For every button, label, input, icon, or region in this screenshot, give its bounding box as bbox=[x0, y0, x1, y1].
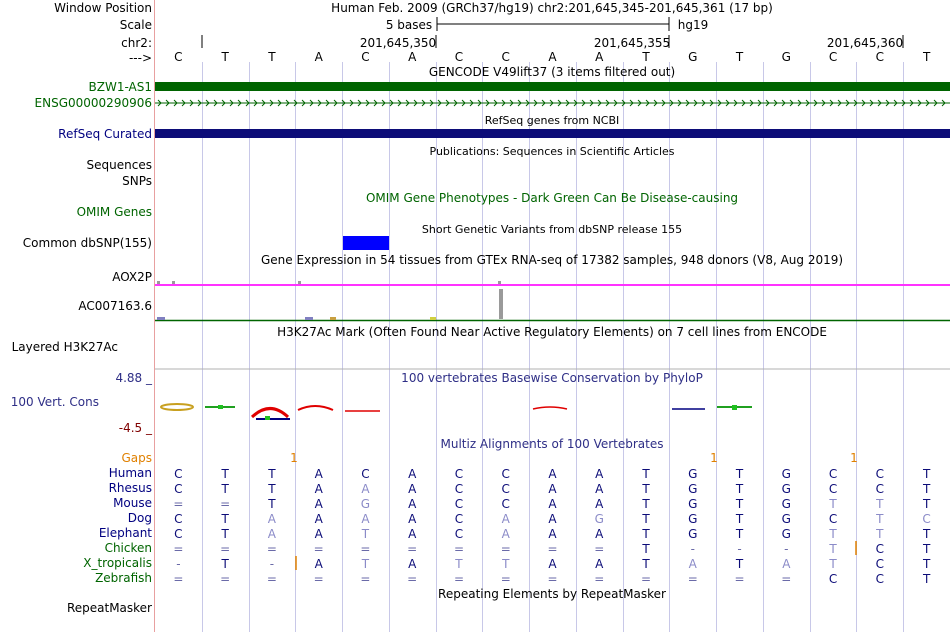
alignment-base: T bbox=[735, 497, 744, 511]
ruler-tick-label-1: 201,645,350 bbox=[359, 36, 437, 50]
alignment-base: C bbox=[501, 482, 510, 496]
gencode-feature-bzw1-as1 bbox=[155, 82, 950, 91]
gencode-track-title[interactable]: GENCODE V49lift37 (3 items filtered out) bbox=[428, 65, 676, 79]
alignment-base: T bbox=[268, 497, 276, 511]
alignment-base: = bbox=[173, 542, 184, 556]
alignment-base: T bbox=[502, 557, 510, 571]
alignment-base: A bbox=[267, 512, 277, 526]
phylop-mark bbox=[533, 407, 567, 409]
ruler-tick-label-2: 201,645,355 bbox=[593, 36, 671, 50]
snps-label[interactable]: SNPs bbox=[122, 174, 152, 188]
gtex-aox2p-graph bbox=[155, 281, 950, 285]
alignment-base: C bbox=[875, 557, 885, 571]
alignment-base: A bbox=[548, 497, 557, 511]
alignment-base: = bbox=[734, 572, 745, 586]
alignment-base: A bbox=[501, 527, 510, 541]
alignment-base: T bbox=[455, 557, 463, 571]
phylop-mark bbox=[161, 404, 193, 410]
gtex-bar bbox=[157, 281, 160, 284]
alignment-base: = bbox=[547, 542, 558, 556]
sequence-base: T bbox=[922, 50, 931, 64]
alignment-base: A bbox=[548, 527, 557, 541]
alignment-base: T bbox=[922, 527, 931, 541]
alignment-base: A bbox=[408, 557, 417, 571]
sequence-base: T bbox=[221, 50, 229, 64]
alignment-base: T bbox=[221, 467, 229, 481]
alignment-base: G bbox=[688, 482, 698, 496]
species-label-human[interactable]: Human bbox=[108, 466, 152, 480]
phylop-mark bbox=[252, 409, 288, 418]
alignment-base: C bbox=[875, 542, 885, 556]
gap-count-2: 1 bbox=[710, 451, 718, 465]
gtex-bar bbox=[430, 317, 436, 320]
alignment-base: A bbox=[782, 557, 791, 571]
alignment-base: T bbox=[221, 482, 229, 496]
alignment-base: C bbox=[828, 512, 838, 526]
alignment-base: = bbox=[266, 572, 277, 586]
alignment-base: A bbox=[595, 557, 604, 571]
alignment-base: T bbox=[829, 497, 837, 511]
alignment-base: A bbox=[595, 467, 604, 481]
alignment-base: G bbox=[781, 467, 791, 481]
alignment-base: A bbox=[408, 482, 417, 496]
alignment-base: C bbox=[828, 467, 838, 481]
alignment-base: A bbox=[314, 527, 323, 541]
alignment-base: G bbox=[360, 497, 371, 511]
alignment-base: G bbox=[688, 467, 698, 481]
alignment-base: = bbox=[547, 572, 558, 586]
alignment-base: A bbox=[548, 557, 557, 571]
alignment-base: T bbox=[829, 557, 837, 571]
sequence-row bbox=[174, 50, 931, 64]
alignment-base: = bbox=[500, 572, 511, 586]
scale-right-text: hg19 bbox=[677, 18, 709, 32]
species-label-zebrafish[interactable]: Zebrafish bbox=[95, 571, 152, 585]
alignment-base: = bbox=[360, 572, 371, 586]
alignment-base: = bbox=[640, 572, 652, 586]
alignment-base: C bbox=[454, 482, 464, 496]
sequence-base: C bbox=[454, 50, 464, 64]
gtex-track-title[interactable]: Gene Expression in 54 tissues from GTEx RNA-seq of 17382 samples, 948 donors (V8, Aug 2019) bbox=[260, 253, 844, 267]
alignment-base: C bbox=[501, 467, 510, 481]
alignment-base: = bbox=[594, 572, 605, 586]
gencode-item-label-1[interactable]: BZW1-AS1 bbox=[88, 80, 152, 94]
species-label-dog[interactable]: Dog bbox=[127, 511, 152, 525]
alignment-base: = bbox=[220, 497, 231, 511]
alignment-base: T bbox=[642, 467, 650, 481]
phylop-mark bbox=[732, 405, 737, 410]
alignment-base: C bbox=[454, 527, 464, 541]
gap-count-3: 1 bbox=[850, 451, 858, 465]
alignment-base: C bbox=[828, 482, 838, 496]
alignment-base: - bbox=[269, 557, 275, 571]
alignment-base: = bbox=[313, 542, 324, 556]
phylop-mark bbox=[265, 416, 270, 420]
ruler-tick-label-3: 201,645,360 bbox=[826, 36, 904, 50]
sequence-base: C bbox=[828, 50, 838, 64]
sequences-label[interactable]: Sequences bbox=[86, 158, 152, 172]
gtex-bar bbox=[498, 281, 501, 284]
phylop-track-title[interactable]: 100 vertebrates Basewise Conservation by PhyloP bbox=[401, 371, 703, 385]
alignment-base: G bbox=[781, 527, 791, 541]
alignment-base: T bbox=[642, 497, 650, 511]
phylop-min-label: -4.5 _ bbox=[118, 421, 152, 435]
alignment-base: = bbox=[407, 572, 418, 586]
alignment-base: T bbox=[735, 512, 744, 526]
alignment-base: = bbox=[220, 572, 231, 586]
alignment-base: = bbox=[173, 572, 184, 586]
dbsnp-variant bbox=[343, 236, 389, 250]
sequence-base: T bbox=[735, 50, 744, 64]
alignment-base: C bbox=[875, 467, 885, 481]
omim-label[interactable]: OMIM Genes bbox=[76, 205, 152, 219]
alignment-base: = bbox=[313, 572, 324, 586]
sequence-base: C bbox=[501, 50, 510, 64]
alignment-base: G bbox=[781, 512, 791, 526]
alignment-base: T bbox=[922, 482, 931, 496]
gtex-bar bbox=[298, 281, 301, 284]
alignment-base: G bbox=[688, 527, 698, 541]
species-label-xtropicalis[interactable]: X_tropicalis bbox=[83, 556, 152, 570]
scale-label: Scale bbox=[119, 18, 152, 32]
alignment-base: T bbox=[361, 557, 370, 571]
repeatmasker-label[interactable]: RepeatMasker bbox=[66, 601, 152, 615]
alignment-base: = bbox=[407, 542, 418, 556]
species-label-elephant[interactable]: Elephant bbox=[98, 526, 152, 540]
alignment-base: G bbox=[781, 497, 791, 511]
alignment-base: A bbox=[501, 512, 510, 526]
sequence-base: T bbox=[642, 50, 650, 64]
alignment-base: = bbox=[500, 542, 511, 556]
alignment-base: - bbox=[690, 542, 695, 556]
alignment-base: A bbox=[408, 512, 417, 526]
alignment-base: A bbox=[314, 557, 323, 571]
alignment-base: C bbox=[174, 482, 183, 496]
alignment-base: T bbox=[876, 527, 884, 541]
alignment-base: = bbox=[173, 497, 184, 511]
alignment-base: T bbox=[361, 527, 370, 541]
alignment-base: A bbox=[408, 497, 417, 511]
sequence-base: C bbox=[875, 50, 885, 64]
gtex-bar bbox=[157, 317, 165, 320]
alignment-base: C bbox=[361, 467, 370, 481]
alignment-base: = bbox=[781, 572, 792, 586]
refseq-feature bbox=[155, 129, 950, 138]
phylop-mark bbox=[256, 418, 290, 420]
publications-track-title[interactable]: Publications: Sequences in Scientific Articles bbox=[429, 145, 675, 158]
window-position-text: Human Feb. 2009 (GRCh37/hg19) chr2:201,645,345-201,645,361 (17 bp) bbox=[331, 1, 773, 15]
gtex-item-label-1[interactable]: AOX2P bbox=[112, 270, 152, 284]
alignment-base: - bbox=[737, 542, 742, 556]
alignment-base: T bbox=[221, 557, 229, 571]
alignment-base: - bbox=[784, 542, 789, 556]
alignment-base: A bbox=[314, 497, 323, 511]
sequence-base: C bbox=[174, 50, 183, 64]
alignment-base: C bbox=[454, 467, 464, 481]
alignment-base: G bbox=[688, 512, 698, 526]
alignment-base: A bbox=[314, 467, 323, 481]
scale-left-text: 5 bases bbox=[385, 18, 433, 32]
sequence-base: C bbox=[361, 50, 370, 64]
sequence-base: A bbox=[548, 50, 557, 64]
alignment-base: A bbox=[595, 527, 604, 541]
alignment-base: A bbox=[314, 512, 323, 526]
alignment-base: A bbox=[361, 482, 370, 496]
alignment-base: T bbox=[735, 467, 744, 481]
refseq-label[interactable]: RefSeq Curated bbox=[58, 127, 152, 141]
alignment-base: A bbox=[595, 482, 604, 496]
alignment-base: T bbox=[829, 527, 837, 541]
alignment-base: T bbox=[268, 482, 276, 496]
gtex-bar bbox=[305, 317, 313, 320]
multiz-track-title[interactable]: Multiz Alignments of 100 Vertebrates bbox=[440, 437, 664, 451]
alignment-base: C bbox=[174, 512, 183, 526]
alignment-base: G bbox=[781, 482, 791, 496]
alignment-base: C bbox=[875, 572, 885, 586]
species-label-rhesus[interactable]: Rhesus bbox=[108, 481, 152, 495]
alignment-base: = bbox=[594, 542, 605, 556]
alignment-base: T bbox=[268, 467, 276, 481]
alignment-base: C bbox=[875, 482, 885, 496]
alignment-base: C bbox=[454, 497, 464, 511]
alignment-base: T bbox=[221, 527, 229, 541]
alignment-base: A bbox=[688, 557, 697, 571]
alignment-base: T bbox=[735, 527, 744, 541]
alignment-base: T bbox=[642, 557, 650, 571]
dbsnp-track-title[interactable]: Short Genetic Variants from dbSNP release 155 bbox=[421, 223, 683, 236]
alignment-base: A bbox=[548, 482, 557, 496]
alignment-base: T bbox=[221, 512, 229, 526]
phylop-max-label: 4.88 _ bbox=[115, 371, 152, 385]
gap-count-1: 1 bbox=[290, 451, 298, 465]
gtex-ac007163-graph bbox=[155, 289, 950, 321]
alignment-base: = bbox=[220, 542, 231, 556]
alignment-rows bbox=[173, 467, 931, 586]
species-label-chicken[interactable]: Chicken bbox=[104, 541, 152, 555]
alignment-base: T bbox=[922, 497, 931, 511]
alignment-base: G bbox=[594, 512, 604, 526]
alignment-base: T bbox=[829, 542, 837, 556]
alignment-base: = bbox=[266, 542, 277, 556]
repeatmasker-track-title[interactable]: Repeating Elements by RepeatMasker bbox=[438, 587, 666, 601]
omim-track-title[interactable]: OMIM Gene Phenotypes - Dark Green Can Be Disease-causing bbox=[365, 191, 739, 205]
alignment-base: = bbox=[453, 572, 465, 586]
alignment-base: C bbox=[174, 467, 183, 481]
alignment-base: C bbox=[174, 527, 183, 541]
alignment-base: T bbox=[735, 557, 744, 571]
gtex-bar bbox=[172, 281, 175, 284]
phylop-mark bbox=[298, 406, 333, 410]
alignment-base: T bbox=[642, 542, 650, 556]
sequence-base: T bbox=[268, 50, 276, 64]
alignment-base: T bbox=[922, 572, 931, 586]
alignment-base: A bbox=[408, 467, 417, 481]
alignment-base: T bbox=[876, 497, 884, 511]
gtex-bar-tall bbox=[499, 289, 503, 319]
ruler bbox=[202, 35, 903, 48]
sequence-base: G bbox=[781, 50, 791, 64]
sequence-base: A bbox=[595, 50, 604, 64]
alignment-base: - bbox=[176, 557, 181, 571]
alignment-base: A bbox=[314, 482, 323, 496]
alignment-base: A bbox=[408, 527, 417, 541]
scale-bar bbox=[437, 17, 669, 31]
gencode-item-label-2[interactable]: ENSG00000290906 bbox=[34, 96, 152, 110]
gtex-bar bbox=[330, 317, 336, 320]
alignment-base: C bbox=[828, 572, 838, 586]
alignment-base: = bbox=[453, 542, 465, 556]
alignment-base: T bbox=[642, 512, 650, 526]
alignment-base: A bbox=[548, 467, 557, 481]
alignment-base: T bbox=[922, 467, 931, 481]
alignment-base: A bbox=[595, 497, 604, 511]
alignment-base: = bbox=[687, 572, 698, 586]
alignment-base: A bbox=[361, 512, 370, 526]
gtex-item-label-2[interactable]: AC007163.6 bbox=[78, 299, 152, 313]
sequence-base: A bbox=[408, 50, 417, 64]
alignment-base: A bbox=[267, 527, 277, 541]
alignment-base: T bbox=[876, 512, 884, 526]
alignment-base: = bbox=[360, 542, 371, 556]
alignment-base: C bbox=[501, 497, 510, 511]
gaps-label[interactable]: Gaps bbox=[121, 451, 152, 465]
alignment-base: G bbox=[688, 497, 698, 511]
alignment-base: T bbox=[922, 542, 931, 556]
dbsnp-label[interactable]: Common dbSNP(155) bbox=[22, 236, 152, 250]
alignment-base: A bbox=[548, 512, 557, 526]
h3k27ac-label[interactable]: Layered H3K27Ac bbox=[11, 340, 118, 354]
alignment-base: C bbox=[922, 512, 931, 526]
chr-label: chr2: bbox=[121, 36, 152, 50]
h3k27ac-track-title[interactable]: H3K27Ac Mark (Often Found Near Active Regulatory Elements) on 7 cell lines from ENCODE bbox=[277, 325, 827, 339]
window-position-label: Window Position bbox=[54, 1, 152, 15]
phylop-label[interactable]: 100 Vert. Cons bbox=[10, 395, 99, 409]
species-label-mouse[interactable]: Mouse bbox=[113, 496, 152, 510]
phylop-mark bbox=[218, 405, 223, 409]
alignment-base: T bbox=[642, 482, 650, 496]
sequence-base: A bbox=[314, 50, 323, 64]
alignment-base: T bbox=[735, 482, 744, 496]
alignment-base: T bbox=[642, 527, 650, 541]
alignment-base: C bbox=[454, 512, 464, 526]
sequence-base: G bbox=[688, 50, 698, 64]
alignment-base: T bbox=[922, 557, 931, 571]
strand-label: ---> bbox=[128, 51, 152, 65]
refseq-track-title[interactable]: RefSeq genes from NCBI bbox=[484, 114, 620, 127]
